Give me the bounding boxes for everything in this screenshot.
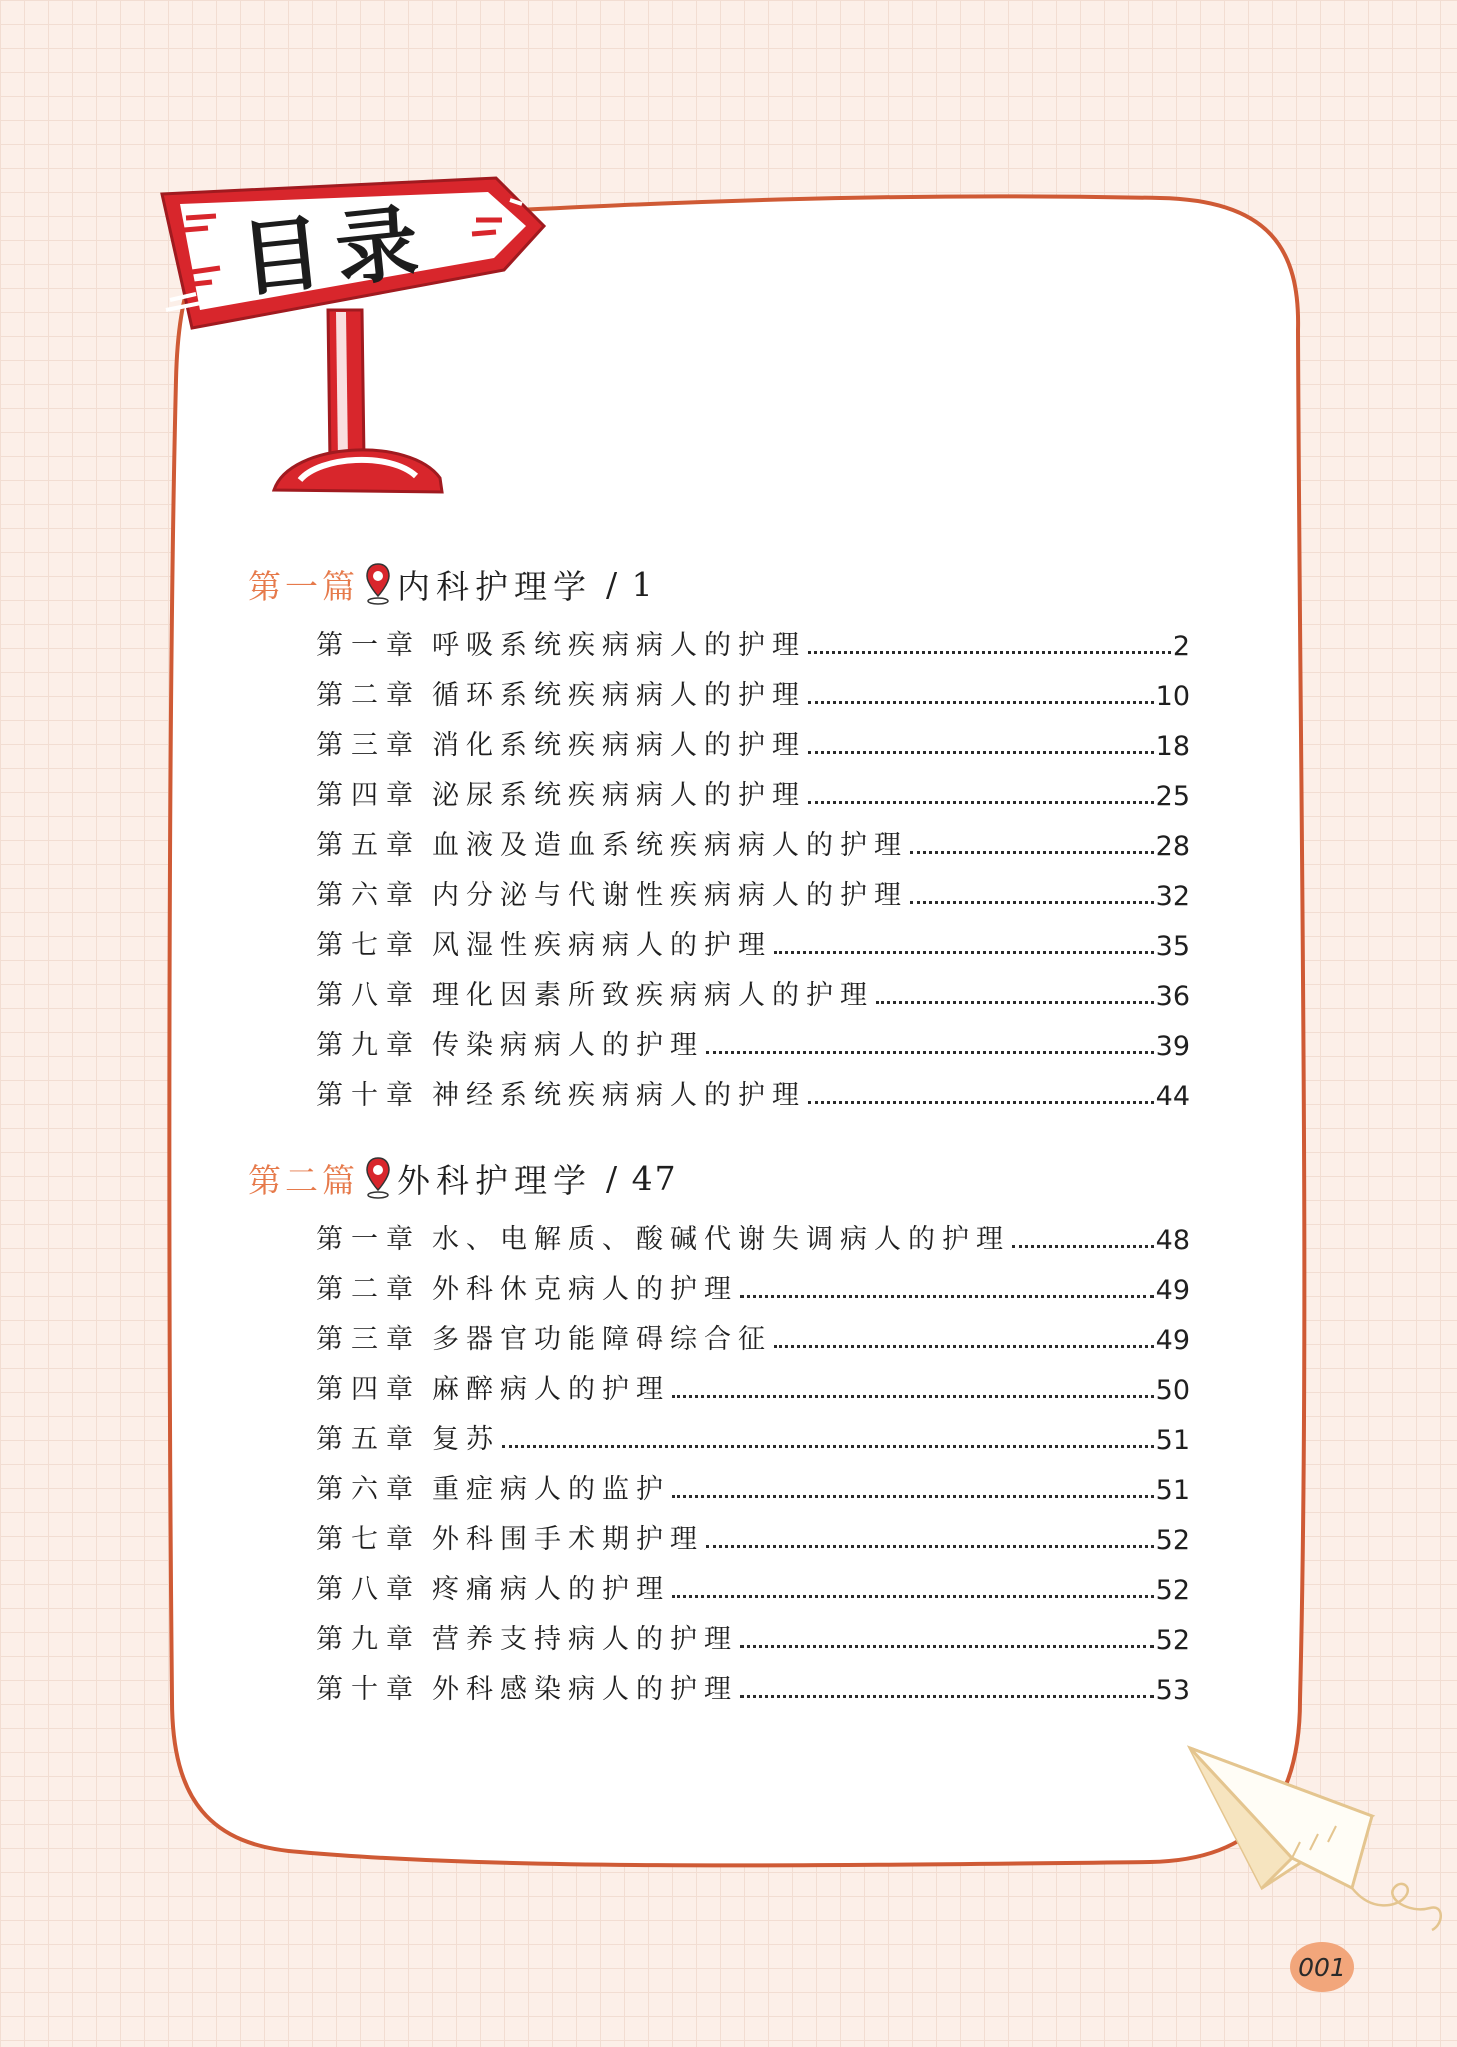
dot-leader: [672, 1395, 1154, 1398]
toc-entry[interactable]: [316, 1412, 1190, 1456]
chapter-page: 32: [1155, 881, 1190, 912]
part-number: 第二篇: [248, 1160, 359, 1200]
chapter-number: 第一章: [316, 630, 421, 661]
part-heading: [248, 1148, 678, 1208]
chapter-page: 25: [1155, 781, 1190, 812]
toc-entry[interactable]: [316, 668, 1190, 712]
chapter-number: 第七章: [316, 930, 421, 961]
part-page: / 1: [606, 564, 655, 604]
chapter-number: 第九章: [316, 1624, 421, 1655]
dot-leader: [740, 1695, 1154, 1698]
chapter-page: 51: [1155, 1475, 1190, 1506]
paper-plane-icon: [1182, 1738, 1452, 1938]
dot-leader: [808, 1101, 1154, 1104]
part-page: / 47: [606, 1158, 678, 1198]
toc-entry[interactable]: [316, 1512, 1190, 1556]
chapter-number: 第四章: [316, 780, 421, 811]
chapter-page: 10: [1155, 681, 1190, 712]
chapter-title: 外科休克病人的护理: [432, 1274, 738, 1305]
part-number: 第一篇: [248, 566, 359, 606]
chapter-number: 第三章: [316, 1324, 421, 1355]
chapter-number: 第一章: [316, 1224, 421, 1255]
toc-entry[interactable]: [316, 868, 1190, 912]
chapter-page: 49: [1155, 1275, 1190, 1306]
chapter-number: 第十章: [316, 1674, 421, 1705]
chapter-title: 泌尿系统疾病病人的护理: [432, 780, 806, 811]
dot-leader: [706, 1545, 1154, 1548]
dot-leader: [808, 701, 1154, 704]
chapter-page: 18: [1155, 731, 1190, 762]
chapter-title: 水、电解质、酸碱代谢失调病人的护理: [432, 1224, 1010, 1255]
dot-leader: [706, 1051, 1154, 1054]
chapter-page: 52: [1155, 1575, 1190, 1606]
toc-entry[interactable]: [316, 1068, 1190, 1112]
chapter-title: 重症病人的监护: [432, 1474, 670, 1505]
toc-entry[interactable]: [316, 1018, 1190, 1062]
toc-entry[interactable]: [316, 718, 1190, 762]
toc-entry[interactable]: [316, 1562, 1190, 1606]
chapter-number: 第九章: [316, 1030, 421, 1061]
toc-entry[interactable]: [316, 1362, 1190, 1406]
chapter-page: 49: [1155, 1325, 1190, 1356]
toc-entry[interactable]: [316, 918, 1190, 962]
chapter-page: 35: [1155, 931, 1190, 962]
toc-entry[interactable]: [316, 618, 1190, 662]
chapter-number: 第六章: [316, 1474, 421, 1505]
location-pin-icon: [365, 1156, 391, 1200]
chapter-title: 多器官功能障碍综合征: [432, 1324, 772, 1355]
chapter-title: 外科围手术期护理: [432, 1524, 704, 1555]
chapter-number: 第六章: [316, 880, 421, 911]
dot-leader: [910, 901, 1154, 904]
chapter-title: 神经系统疾病病人的护理: [432, 1080, 806, 1111]
part-title: 内科护理学: [397, 566, 592, 606]
chapter-page: 28: [1155, 831, 1190, 862]
chapter-number: 第五章: [316, 1424, 421, 1455]
dot-leader: [672, 1495, 1154, 1498]
toc-title: 目录: [235, 194, 437, 309]
toc-entry[interactable]: [316, 968, 1190, 1012]
dot-leader: [774, 951, 1154, 954]
chapter-number: 第八章: [316, 980, 421, 1011]
toc-entry[interactable]: [316, 1462, 1190, 1506]
chapter-number: 第五章: [316, 830, 421, 861]
chapter-number: 第二章: [316, 1274, 421, 1305]
chapter-page: 50: [1155, 1375, 1190, 1406]
toc-entry[interactable]: [316, 1312, 1190, 1356]
toc-entry[interactable]: [316, 1262, 1190, 1306]
chapter-page: 36: [1155, 981, 1190, 1012]
dot-leader: [910, 851, 1154, 854]
chapter-title: 理化因素所致疾病病人的护理: [432, 980, 874, 1011]
page-number: 001: [1290, 1942, 1354, 1992]
chapter-number: 第七章: [316, 1524, 421, 1555]
chapter-title: 内分泌与代谢性疾病病人的护理: [432, 880, 908, 911]
chapter-page: 53: [1155, 1675, 1190, 1706]
chapter-page: 48: [1155, 1225, 1190, 1256]
dot-leader: [1012, 1245, 1154, 1248]
chapter-title: 血液及造血系统疾病病人的护理: [432, 830, 908, 861]
chapter-page: 2: [1172, 631, 1190, 662]
chapter-title: 循环系统疾病病人的护理: [432, 680, 806, 711]
dot-leader: [808, 801, 1154, 804]
dot-leader: [808, 751, 1154, 754]
chapter-page: 52: [1155, 1625, 1190, 1656]
chapter-title: 麻醉病人的护理: [432, 1374, 670, 1405]
part-heading: [248, 554, 655, 614]
dot-leader: [876, 1001, 1154, 1004]
dot-leader: [774, 1345, 1154, 1348]
chapter-page: 39: [1155, 1031, 1190, 1062]
chapter-number: 第十章: [316, 1080, 421, 1111]
chapter-title: 消化系统疾病病人的护理: [432, 730, 806, 761]
dot-leader: [740, 1295, 1154, 1298]
dot-leader: [672, 1595, 1154, 1598]
toc-entry[interactable]: [316, 1612, 1190, 1656]
location-pin-icon: [365, 562, 391, 606]
chapter-number: 第四章: [316, 1374, 421, 1405]
chapter-title: 风湿性疾病病人的护理: [432, 930, 772, 961]
toc-entry[interactable]: [316, 768, 1190, 812]
chapter-title: 营养支持病人的护理: [432, 1624, 738, 1655]
dot-leader: [808, 651, 1171, 654]
chapter-number: 第二章: [316, 680, 421, 711]
chapter-title: 传染病病人的护理: [432, 1030, 704, 1061]
chapter-page: 51: [1155, 1425, 1190, 1456]
chapter-title: 呼吸系统疾病病人的护理: [432, 630, 806, 661]
chapter-page: 52: [1155, 1525, 1190, 1556]
toc-entry[interactable]: [316, 1662, 1190, 1706]
chapter-number: 第三章: [316, 730, 421, 761]
chapter-title: 疼痛病人的护理: [432, 1574, 670, 1605]
chapter-title: 外科感染病人的护理: [432, 1674, 738, 1705]
toc-entry[interactable]: [316, 1212, 1190, 1256]
chapter-page: 44: [1155, 1081, 1190, 1112]
dot-leader: [740, 1645, 1154, 1648]
chapter-title: 复苏: [432, 1424, 500, 1455]
toc-entry[interactable]: [316, 818, 1190, 862]
dot-leader: [502, 1445, 1154, 1448]
chapter-number: 第八章: [316, 1574, 421, 1605]
part-title: 外科护理学: [397, 1160, 592, 1200]
